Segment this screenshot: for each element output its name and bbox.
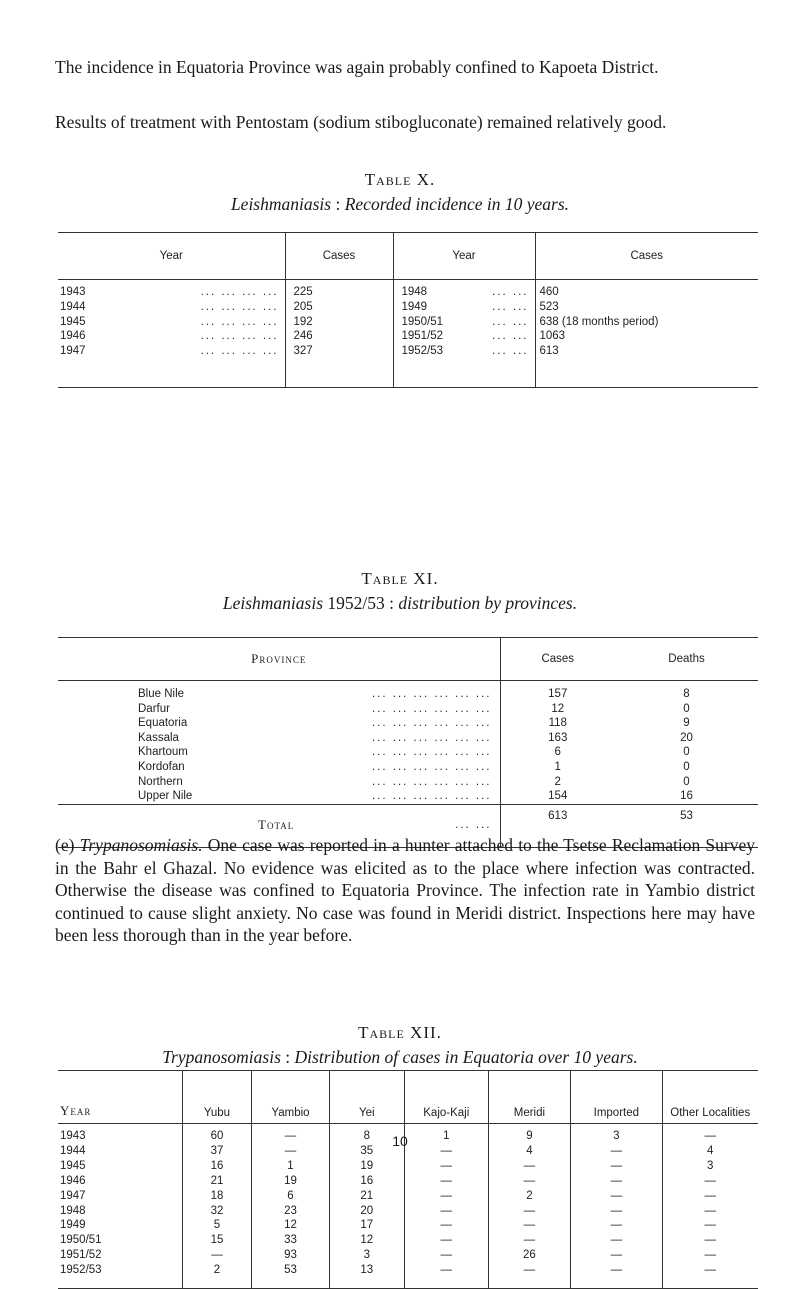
t12-row: [58, 1174, 758, 1189]
t11-cases: 154: [500, 789, 615, 804]
t12-cell-4: —: [404, 1204, 488, 1219]
t12-header-row: [58, 1071, 758, 1124]
t11-deaths: 8: [683, 688, 690, 700]
page-number: 10: [392, 1133, 408, 1149]
intro-paragraph-1: The incidence in Equatoria Province was again probably confined to Kapoeta District.: [55, 57, 659, 77]
t10-year-cell: [58, 300, 285, 315]
t10-year-2-cell: [393, 329, 535, 344]
t10-dots-2: ... ...: [492, 345, 529, 358]
t11-province: Kordofan: [138, 760, 185, 773]
t12-cell-3: 20: [329, 1204, 404, 1219]
t11-dots: ... ... ... ... ... ...: [372, 775, 492, 788]
t11-cases: 2: [500, 775, 615, 790]
t12-cell-7: —: [662, 1263, 758, 1288]
t11-province: Darfur: [138, 702, 170, 715]
t10-dots-2: ... ...: [492, 286, 529, 298]
t12-cell-0: 1950/51: [60, 1234, 102, 1247]
t12-cell-4: —: [404, 1233, 488, 1248]
t10-row: [58, 315, 758, 330]
t12-cell-2: 1: [252, 1159, 329, 1174]
t10-year-2: 1950/51: [401, 315, 444, 328]
t10-cases-2: 523: [535, 300, 758, 315]
table-11: [58, 637, 758, 848]
t10-year-cell: [58, 315, 285, 330]
t11-row: [58, 716, 758, 731]
intro-paragraph-2: Results of treatment with Pentostam (sodium stibogluconate) remained relatively good.: [55, 112, 667, 132]
t10-year-2-cell: [393, 344, 535, 387]
t11-province-cell: [58, 702, 500, 717]
paragraph-e-body: [55, 834, 755, 947]
table-12-caption-term: Trypanosomiasis: [162, 1047, 281, 1067]
t12-cell-7: 3: [662, 1159, 758, 1174]
t11-dots: ... ... ... ... ... ...: [372, 717, 492, 730]
t10-cases-2: 1063: [535, 329, 758, 344]
t11-cases: 6: [500, 745, 615, 760]
t12-cell-6: —: [571, 1263, 662, 1288]
t12-cell-3: 21: [329, 1189, 404, 1204]
t11-province-cell: [58, 681, 500, 702]
t12-cell-5: —: [488, 1174, 571, 1189]
t10-dots-2: ... ...: [492, 330, 529, 343]
t12-cell-4: —: [404, 1159, 488, 1174]
t12-cell-6: —: [571, 1248, 662, 1263]
t12-header-4: Kajo-Kaji: [404, 1071, 488, 1124]
t12-cell-1: 32: [182, 1204, 252, 1219]
t10-dots: ... ... ... ...: [200, 330, 279, 343]
t11-header-province: Province: [58, 638, 500, 681]
t10-header-cases-2: Cases: [535, 232, 758, 280]
table-12-caption: [0, 1047, 800, 1068]
paragraph-e-term: Trypanosomiasis.: [79, 835, 203, 855]
t12-cell-7: —: [662, 1233, 758, 1248]
t10-cases: 246: [285, 329, 393, 344]
t10-year-cell: [58, 344, 285, 387]
t12-cell-6: —: [571, 1218, 662, 1233]
paragraph-e-text: One case was reported in a hunter attached to the Tsetse Reclamation Survey in the Bahr el Ghazal. No evidence was elicited as to the place where infection was contracted. Otherwise the disease was confined to Equatoria Province. The infection rate in Yambio district continued to cause slight anxiety. No case was found in Meridi district. Inspections here may have been less thorough than in the year before.: [55, 835, 755, 945]
t11-deaths: 0: [683, 746, 690, 759]
t11-deaths: 16: [680, 790, 693, 803]
t11-deaths: 0: [683, 760, 690, 773]
t10-year: 1943: [60, 286, 86, 298]
t11-deaths: 0: [683, 702, 690, 715]
t11-deaths: 9: [683, 717, 690, 730]
t10-year-cell: [58, 280, 285, 300]
table-11-caption-text: distribution by provinces.: [398, 593, 578, 613]
t12-cell-6: —: [571, 1189, 662, 1204]
t10-dots: ... ... ... ...: [200, 315, 279, 328]
table-12-title: Table XII.: [358, 1023, 442, 1042]
t11-cases: 12: [500, 702, 615, 717]
table-10-caption: [0, 194, 800, 215]
t12-cell-5: —: [488, 1159, 571, 1174]
table-10-caption-sep: :: [331, 194, 345, 214]
t10-year-2: 1949: [401, 300, 428, 313]
t11-header-cases: Cases: [500, 638, 615, 681]
paragraph-e-lead: (e): [55, 835, 80, 855]
t12-cell-4: —: [404, 1248, 488, 1263]
t12-cell-2: 33: [252, 1233, 329, 1248]
t12-cell-6: —: [571, 1204, 662, 1219]
t12-cell-5: —: [488, 1204, 571, 1219]
t12-cell-4: —: [404, 1218, 488, 1233]
t12-cell-7: 4: [662, 1144, 758, 1159]
t11-province: Khartoum: [138, 746, 188, 759]
t12-cell-3: 12: [329, 1233, 404, 1248]
t12-cell-0: 1949: [60, 1219, 86, 1232]
t11-row: [58, 745, 758, 760]
table-11-caption: [0, 593, 800, 614]
table-11-caption-year: 1952/53 :: [323, 593, 399, 613]
table-12-caption-sep: :: [280, 1047, 295, 1067]
t12-cell-5: —: [488, 1218, 571, 1233]
t10-year-2-cell: [393, 300, 535, 315]
t12-cell-3: 35: [329, 1144, 404, 1159]
t11-province-cell: [58, 745, 500, 760]
t12-cell-0: 1948: [60, 1204, 86, 1217]
t12-cell-5: —: [488, 1263, 571, 1288]
t10-year-cell: [58, 329, 285, 344]
t12-cell-2: —: [252, 1124, 329, 1144]
t10-year: 1944: [60, 300, 86, 313]
t11-row: [58, 789, 758, 804]
t11-header-deaths: Deaths: [615, 638, 758, 681]
t10-row: [58, 344, 758, 387]
t12-cell-3: 13: [329, 1263, 404, 1288]
t10-cases: 225: [285, 280, 393, 300]
t10-row: [58, 329, 758, 344]
t10-dots-2: ... ...: [492, 315, 529, 328]
t12-cell-0: 1944: [60, 1144, 86, 1157]
t10-year: 1947: [60, 345, 86, 358]
t10-cases-2: 638 (18 months period): [535, 315, 758, 330]
t12-row: [58, 1204, 758, 1219]
t12-cell-4: —: [404, 1263, 488, 1288]
table-10-caption-text: Recorded incidence in 10 years.: [344, 194, 570, 214]
t11-province-cell: [58, 716, 500, 731]
t10-year-2: 1952/53: [401, 345, 444, 358]
t11-province: Northern: [138, 775, 183, 788]
t12-cell-6: 3: [571, 1124, 662, 1144]
t12-header-5: Meridi: [488, 1071, 571, 1124]
t10-year-2: 1951/52: [401, 330, 444, 343]
t10-row: [58, 300, 758, 315]
t12-cell-1: 5: [182, 1218, 252, 1233]
t12-cell-3: 17: [329, 1218, 404, 1233]
t11-deaths: 0: [683, 775, 690, 788]
t12-cell-1: 2: [182, 1263, 252, 1288]
t10-year-2-cell: [393, 315, 535, 330]
t10-year-2-cell: [393, 280, 535, 300]
t12-header-6: Imported: [571, 1071, 662, 1124]
t12-row: [58, 1159, 758, 1174]
t12-cell-3: 8: [329, 1124, 404, 1144]
t12-cell-5: 4: [488, 1144, 571, 1159]
t12-row: [58, 1218, 758, 1233]
t11-total-dots: ... ...: [455, 818, 492, 831]
t11-deaths: 20: [680, 731, 693, 744]
t11-province: Blue Nile: [138, 688, 185, 700]
table-10-title: Table X.: [364, 170, 436, 189]
t11-province-cell: [58, 789, 500, 804]
t12-row: [58, 1248, 758, 1263]
t12-cell-6: —: [571, 1233, 662, 1248]
t11-row: [58, 775, 758, 790]
t11-row: [58, 731, 758, 746]
t12-cell-4: —: [404, 1174, 488, 1189]
t11-total-label: Total: [258, 816, 295, 832]
t10-cases: 327: [285, 344, 393, 387]
t12-cell-1: —: [182, 1248, 252, 1263]
t11-dots: ... ... ... ... ... ...: [372, 688, 492, 700]
t12-cell-5: 2: [488, 1189, 571, 1204]
t10-header-year: Year: [58, 232, 285, 280]
table-10-caption-term: Leishmaniasis: [230, 194, 332, 214]
table-11-caption-term: Leishmaniasis: [222, 593, 324, 613]
t10-year: 1945: [60, 315, 86, 328]
t10-cases-2: 460: [535, 280, 758, 300]
intro-text-2: [55, 111, 755, 134]
t12-row: [58, 1233, 758, 1248]
t12-cell-0: 1946: [60, 1174, 86, 1187]
t12-cell-6: —: [571, 1174, 662, 1189]
t12-cell-0: 1943: [60, 1130, 86, 1142]
t10-dots: ... ... ... ...: [200, 345, 279, 358]
t12-header-3: Yei: [329, 1071, 404, 1124]
table-11-title: Table XI.: [361, 569, 439, 588]
t12-cell-2: 12: [252, 1218, 329, 1233]
t11-row: [58, 681, 758, 702]
t11-cases: 1: [500, 760, 615, 775]
t11-row: [58, 760, 758, 775]
t12-cell-2: 23: [252, 1204, 329, 1219]
t10-year: 1946: [60, 330, 86, 343]
t12-header-2: Yambio: [252, 1071, 329, 1124]
t12-cell-3: 19: [329, 1159, 404, 1174]
table-10: [58, 232, 758, 388]
t12-cell-2: 93: [252, 1248, 329, 1263]
t11-province-cell: [58, 731, 500, 746]
t10-dots: ... ... ... ...: [200, 300, 279, 313]
t12-header-1: Yubu: [182, 1071, 252, 1124]
t11-dots: ... ... ... ... ... ...: [372, 790, 492, 803]
t11-cases: 118: [500, 716, 615, 731]
t11-province: Upper Nile: [138, 790, 193, 803]
t12-cell-7: —: [662, 1174, 758, 1189]
t10-dots-2: ... ...: [492, 300, 529, 313]
t12-cell-1: 21: [182, 1174, 252, 1189]
t12-cell-1: 37: [182, 1144, 252, 1159]
t12-cell-7: —: [662, 1248, 758, 1263]
t12-header-0: Year: [58, 1071, 182, 1124]
intro-text: [55, 56, 755, 79]
t10-header-year-2: Year: [393, 232, 535, 280]
t12-cell-1: 16: [182, 1159, 252, 1174]
t11-province-cell: [58, 760, 500, 775]
t12-cell-1: 18: [182, 1189, 252, 1204]
t10-cases: 205: [285, 300, 393, 315]
t12-cell-6: —: [571, 1144, 662, 1159]
t12-cell-1: 15: [182, 1233, 252, 1248]
t11-dots: ... ... ... ... ... ...: [372, 746, 492, 759]
t11-dots: ... ... ... ... ... ...: [372, 760, 492, 773]
t11-total-deaths: 53: [615, 804, 758, 847]
t12-row: [58, 1263, 758, 1288]
t12-cell-6: —: [571, 1159, 662, 1174]
t12-cell-3: 3: [329, 1248, 404, 1263]
t11-cases: 163: [500, 731, 615, 746]
t11-dots: ... ... ... ... ... ...: [372, 731, 492, 744]
t11-province: Equatoria: [138, 717, 188, 730]
t11-province-cell: [58, 775, 500, 790]
t10-cases: 192: [285, 315, 393, 330]
t11-province: Kassala: [138, 731, 179, 744]
t12-cell-7: —: [662, 1189, 758, 1204]
t11-total-cases: 613: [500, 804, 615, 847]
t10-year-2: 1948: [401, 286, 428, 298]
t12-cell-4: 1: [404, 1124, 488, 1144]
t10-dots: ... ... ... ...: [200, 286, 279, 298]
table-12-caption-text: Distribution of cases in Equatoria over 10 years.: [294, 1047, 638, 1067]
t12-header-7: Other Localities: [662, 1071, 758, 1124]
t12-cell-0: 1952/53: [58, 1263, 182, 1288]
t12-cell-2: 6: [252, 1189, 329, 1204]
t12-cell-2: 19: [252, 1174, 329, 1189]
t12-cell-3: 16: [329, 1174, 404, 1189]
t12-cell-7: —: [662, 1218, 758, 1233]
t12-cell-1: 60: [182, 1124, 252, 1144]
t12-row: [58, 1189, 758, 1204]
t12-cell-0: 1951/52: [60, 1249, 102, 1262]
t12-cell-7: —: [662, 1124, 758, 1144]
t11-cases: 157: [500, 681, 615, 702]
t10-header-cases: Cases: [285, 232, 393, 280]
t11-row: [58, 702, 758, 717]
t12-cell-2: —: [252, 1144, 329, 1159]
t12-cell-4: —: [404, 1189, 488, 1204]
t12-cell-4: —: [404, 1144, 488, 1159]
t11-dots: ... ... ... ... ... ...: [372, 702, 492, 715]
t10-row: [58, 280, 758, 300]
t12-cell-2: 53: [252, 1263, 329, 1288]
t12-cell-7: —: [662, 1204, 758, 1219]
t12-cell-5: —: [488, 1233, 571, 1248]
paragraph-e: [55, 834, 755, 947]
t12-cell-5: 26: [488, 1248, 571, 1263]
t12-cell-0: 1945: [60, 1159, 86, 1172]
t10-cases-2: 613: [535, 344, 758, 387]
t12-cell-5: 9: [488, 1124, 571, 1144]
t12-cell-0: 1947: [60, 1189, 86, 1202]
table-12: [58, 1070, 758, 1289]
